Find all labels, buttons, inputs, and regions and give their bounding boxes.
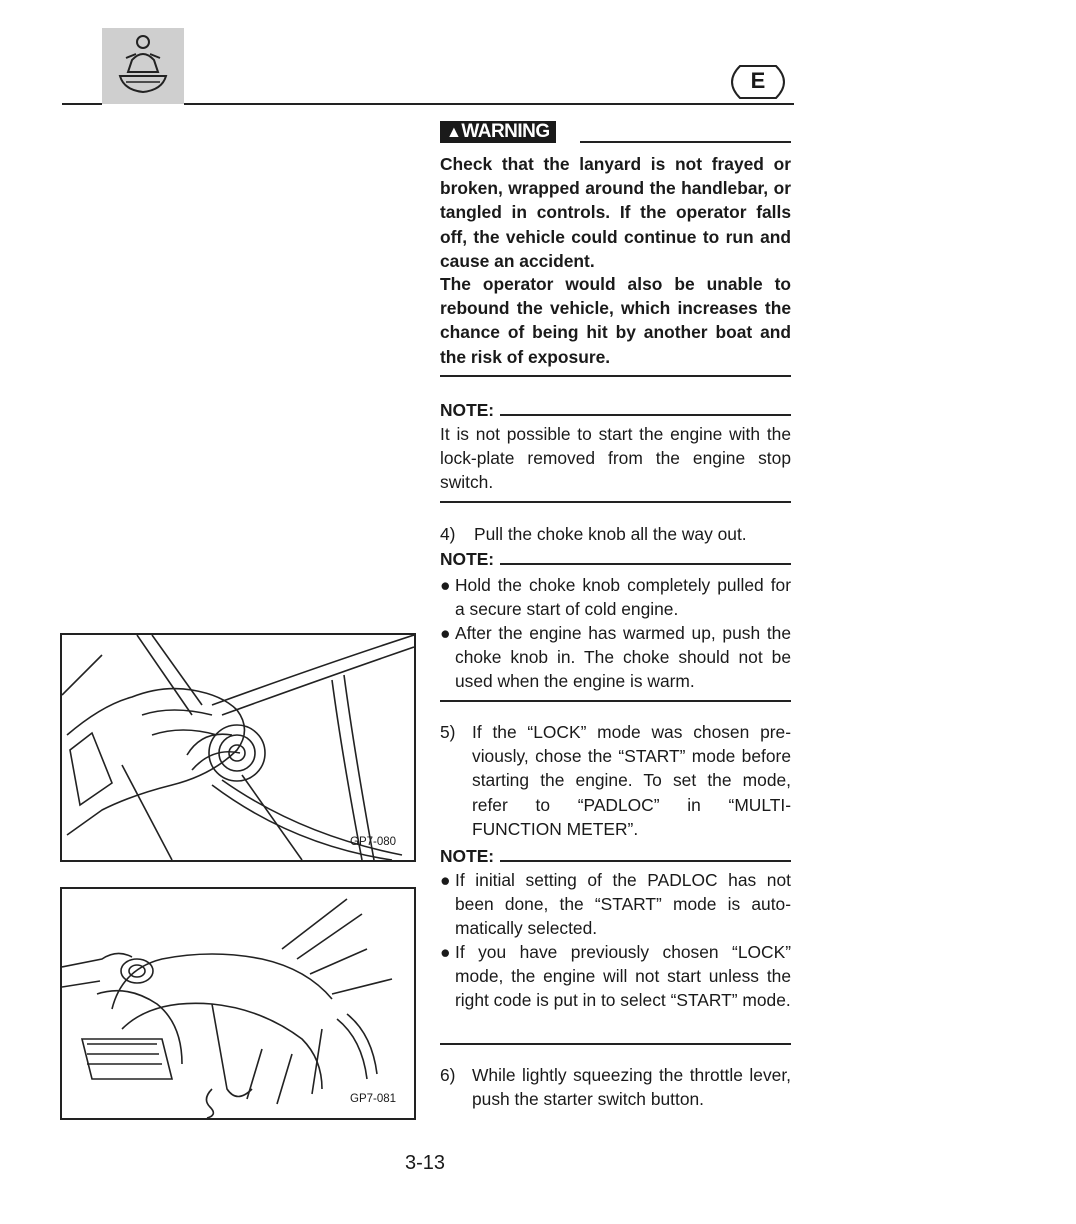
note-2-bullet-1-text: Hold the choke knob completely pulled for a secure start of cold engine. [455, 575, 791, 620]
warning-paragraph-2: The operator would also be unable to rebound the vehicle, which increases the chance of being hit by another boat and the risk of exposure. [440, 274, 791, 367]
language-badge [722, 64, 794, 100]
header-rule-left [62, 103, 102, 105]
figure-2-label: GP7-081 [350, 1093, 397, 1105]
note-3-heading: NOTE: [440, 846, 495, 866]
note-3-bullet-2-text: If you have previously chosen “LOCK” mode, the engine will not start unless the right code is put in to select “START” mode. [455, 942, 791, 1011]
step-4-number: 4) [440, 524, 456, 544]
gloved-hand-handlebar-grip-illustration [62, 889, 414, 1118]
figure-1 [60, 633, 416, 862]
note-3-bullet-1-text: If initial setting of the PADLOC has not been done, the “START” mode is auto- matically selected. [455, 870, 791, 939]
figure-1-label: GP7-080 [350, 836, 397, 848]
step-4 [440, 522, 791, 546]
note-1-heading: NOTE: [440, 400, 495, 420]
header-rule-right [184, 103, 794, 105]
step-5-number: 5) [440, 722, 456, 742]
note-3-heading-rule [500, 860, 791, 862]
step-5-text: If the “LOCK” mode was chosen pre- viously, chose the “START” mode before starting the engine. To set the mode, refer to “PADLOC” in “MULTI- FUNCTION METER”. [472, 722, 791, 839]
step-6 [440, 1063, 791, 1113]
warning-end-rule [440, 375, 791, 377]
note-1-heading-rule [500, 414, 791, 416]
bullet-icon: ● [440, 623, 451, 643]
language-code: E [750, 68, 766, 93]
bullet-icon: ● [440, 942, 451, 962]
note-2-bullet-2-text: After the engine has warmed up, push the choke knob in. The choke should not be used when the engine is warm. [455, 623, 791, 692]
note-1-text: It is not possible to start the engine with the lock-plate removed from the engine stop switch. [440, 424, 791, 493]
note-2-heading-rule [500, 563, 791, 565]
warning-label: WARNING [461, 121, 550, 142]
step-6-text: While lightly squeezing the throttle lever, push the starter switch button. [472, 1065, 791, 1110]
bullet-icon: ● [440, 575, 451, 595]
warning-paragraph-1: Check that the lanyard is not frayed or broken, wrapped around the handlebar, or tangled in controls. If the operator falls off, the vehicle could continue to run and cause an accident. [440, 154, 791, 271]
note-2-end-rule [440, 700, 791, 702]
note-1-end-rule [440, 501, 791, 503]
bullet-icon: ● [440, 870, 451, 890]
warning-heading-rule [580, 141, 791, 143]
step-6-number: 6) [440, 1065, 456, 1085]
note-3-end-rule [440, 1043, 791, 1045]
warning-badge [440, 121, 556, 143]
note-2-heading: NOTE: [440, 549, 495, 569]
rider-on-watercraft-icon [102, 28, 184, 104]
warning-triangle-icon: ▲ [446, 124, 462, 141]
page-number: 3-13 [405, 1152, 446, 1174]
step-5 [440, 720, 791, 842]
gloved-hand-choke-knob-illustration [62, 635, 414, 860]
figure-2 [60, 887, 416, 1120]
header-icon-box [102, 28, 184, 104]
step-4-text: Pull the choke knob all the way out. [474, 524, 747, 544]
